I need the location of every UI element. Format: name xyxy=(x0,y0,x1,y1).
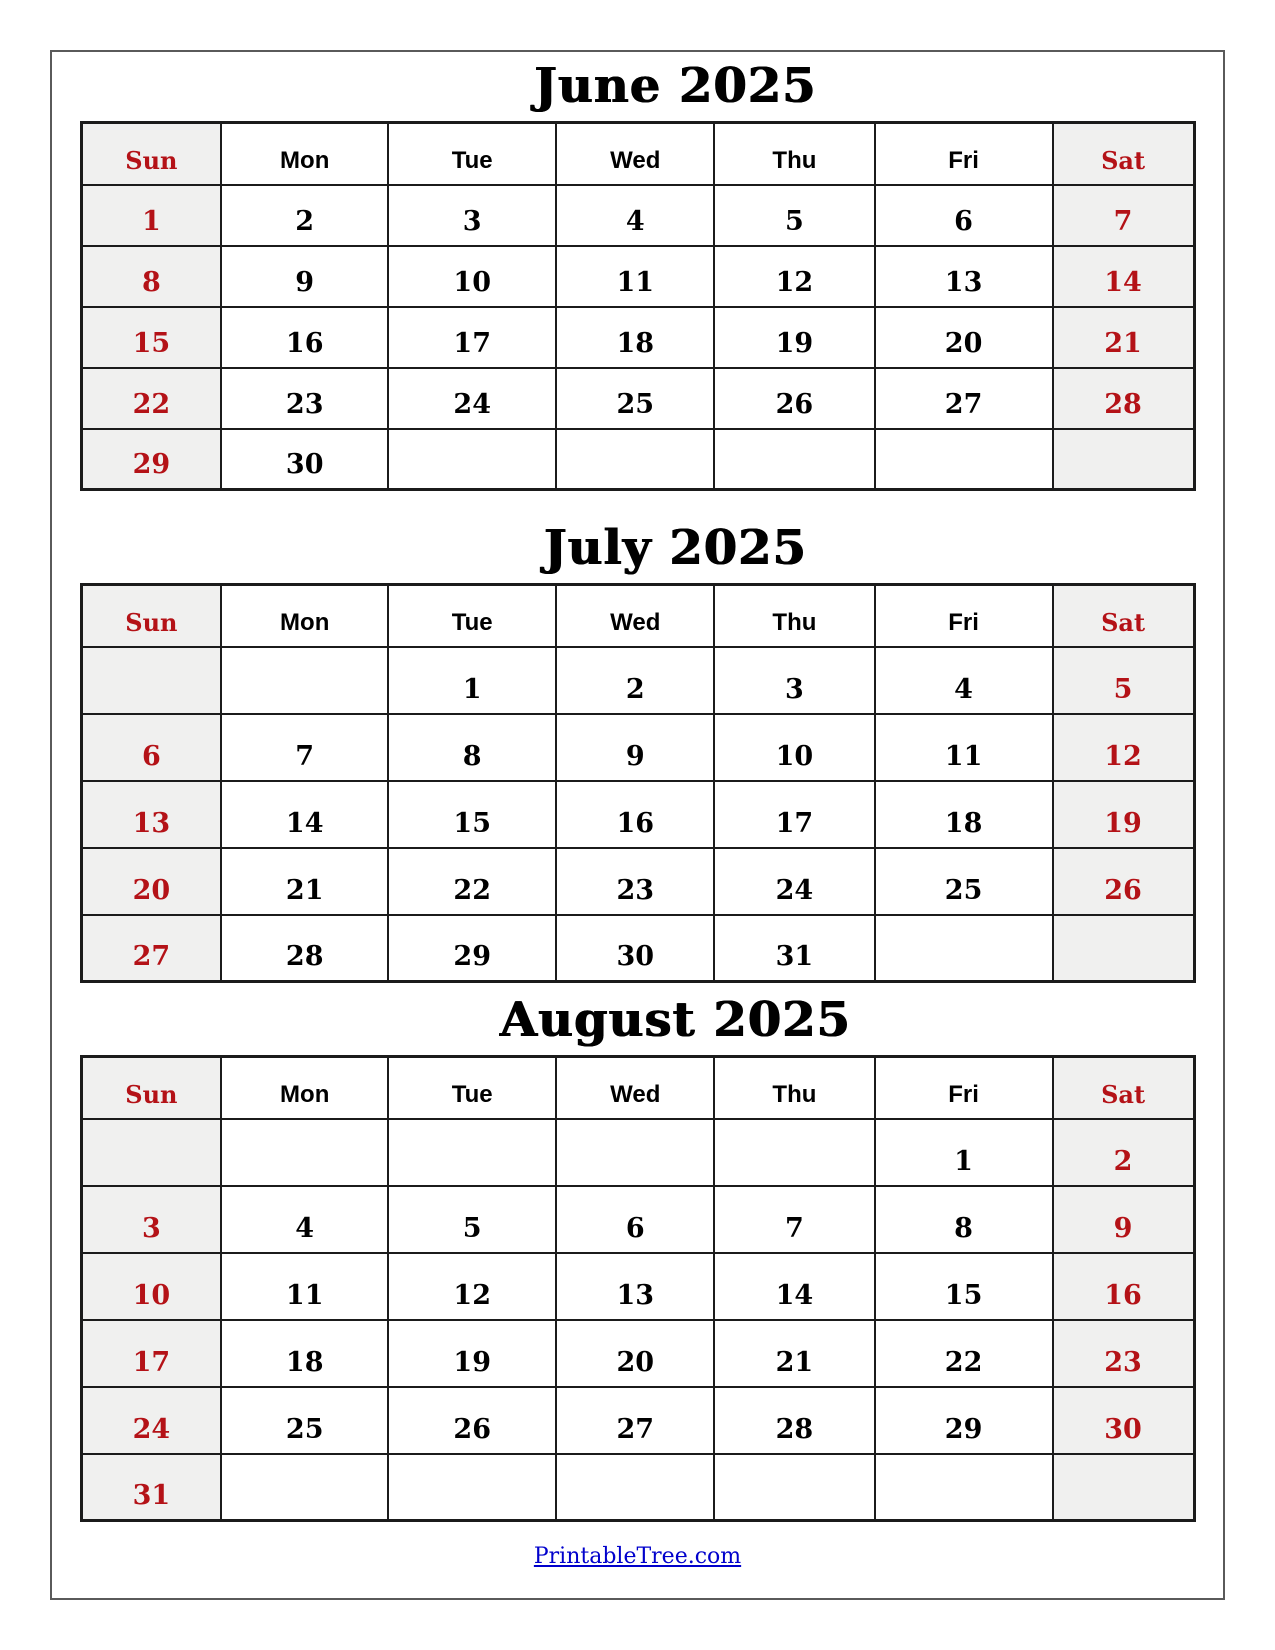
date-cell: 13 xyxy=(556,1253,714,1320)
date-cell: 25 xyxy=(221,1387,388,1454)
empty-date-cell xyxy=(1053,429,1194,490)
week-row xyxy=(81,915,1194,982)
weekday-header-sat: Sat xyxy=(1053,1057,1194,1119)
date-cell: 29 xyxy=(388,915,556,982)
footer-link[interactable]: PrintableTree.com xyxy=(533,1544,742,1569)
weekday-header-sun: Sun xyxy=(81,585,221,647)
date-cell: 7 xyxy=(714,1186,874,1253)
month-title-july: July 2025 xyxy=(543,520,808,576)
date-cell: 11 xyxy=(875,714,1053,781)
calendar-table-august xyxy=(80,1055,1196,1522)
week-row xyxy=(81,307,1194,368)
date-cell: 11 xyxy=(221,1253,388,1320)
date-cell: 19 xyxy=(388,1320,556,1387)
date-cell: 28 xyxy=(1053,368,1194,429)
page-border xyxy=(50,50,1225,1600)
date-cell: 20 xyxy=(81,848,221,915)
date-cell: 4 xyxy=(556,185,714,246)
date-cell: 22 xyxy=(875,1320,1053,1387)
empty-date-cell xyxy=(714,1119,874,1186)
weekday-header-sun: Sun xyxy=(81,1057,221,1119)
date-cell: 8 xyxy=(388,714,556,781)
week-row xyxy=(81,1186,1194,1253)
week-row xyxy=(81,368,1194,429)
week-row xyxy=(81,185,1194,246)
date-cell: 21 xyxy=(714,1320,874,1387)
date-cell: 29 xyxy=(81,429,221,490)
week-row xyxy=(81,1253,1194,1320)
date-cell: 2 xyxy=(221,185,388,246)
date-cell: 19 xyxy=(714,307,874,368)
weekday-header-row xyxy=(81,1057,1194,1119)
date-cell: 4 xyxy=(221,1186,388,1253)
date-cell: 2 xyxy=(1053,1119,1194,1186)
date-cell: 27 xyxy=(556,1387,714,1454)
date-cell: 25 xyxy=(556,368,714,429)
date-cell: 16 xyxy=(1053,1253,1194,1320)
date-cell: 26 xyxy=(1053,848,1194,915)
footer xyxy=(52,1544,1223,1569)
empty-date-cell xyxy=(81,647,221,714)
date-cell: 8 xyxy=(875,1186,1053,1253)
empty-date-cell xyxy=(221,1119,388,1186)
empty-date-cell xyxy=(714,1454,874,1521)
date-cell: 18 xyxy=(221,1320,388,1387)
date-cell: 25 xyxy=(875,848,1053,915)
date-cell: 14 xyxy=(1053,246,1194,307)
date-cell: 20 xyxy=(875,307,1053,368)
date-cell: 12 xyxy=(388,1253,556,1320)
date-cell: 21 xyxy=(1053,307,1194,368)
week-row xyxy=(81,781,1194,848)
date-cell: 26 xyxy=(388,1387,556,1454)
empty-date-cell xyxy=(388,429,556,490)
date-cell: 12 xyxy=(1053,714,1194,781)
weekday-header-sat: Sat xyxy=(1053,585,1194,647)
week-row xyxy=(81,848,1194,915)
weekday-header-fri: Fri xyxy=(875,1057,1053,1119)
date-cell: 16 xyxy=(556,781,714,848)
weekday-header-wed: Wed xyxy=(556,585,714,647)
date-cell: 24 xyxy=(714,848,874,915)
date-cell: 9 xyxy=(221,246,388,307)
calendar-table-july xyxy=(80,583,1196,983)
date-cell: 20 xyxy=(556,1320,714,1387)
empty-date-cell xyxy=(221,647,388,714)
weekday-header-thu: Thu xyxy=(714,123,874,185)
week-row xyxy=(81,1387,1194,1454)
week-row xyxy=(81,1454,1194,1521)
date-cell: 6 xyxy=(556,1186,714,1253)
date-cell: 5 xyxy=(714,185,874,246)
date-cell: 3 xyxy=(81,1186,221,1253)
weekday-header-mon: Mon xyxy=(221,1057,388,1119)
date-cell: 15 xyxy=(81,307,221,368)
empty-date-cell xyxy=(1053,915,1194,982)
weekday-header-wed: Wed xyxy=(556,1057,714,1119)
week-row xyxy=(81,1320,1194,1387)
date-cell: 9 xyxy=(1053,1186,1194,1253)
week-row xyxy=(81,246,1194,307)
date-cell: 18 xyxy=(556,307,714,368)
date-cell: 7 xyxy=(221,714,388,781)
date-cell: 30 xyxy=(221,429,388,490)
date-cell: 23 xyxy=(221,368,388,429)
week-row xyxy=(81,429,1194,490)
date-cell: 9 xyxy=(556,714,714,781)
date-cell: 28 xyxy=(714,1387,874,1454)
date-cell: 7 xyxy=(1053,185,1194,246)
date-cell: 26 xyxy=(714,368,874,429)
date-cell: 24 xyxy=(388,368,556,429)
weekday-header-sun: Sun xyxy=(81,123,221,185)
date-cell: 23 xyxy=(556,848,714,915)
date-cell: 29 xyxy=(875,1387,1053,1454)
weekday-header-thu: Thu xyxy=(714,585,874,647)
empty-date-cell xyxy=(388,1454,556,1521)
date-cell: 12 xyxy=(714,246,874,307)
week-row xyxy=(81,714,1194,781)
date-cell: 22 xyxy=(81,368,221,429)
weekday-header-wed: Wed xyxy=(556,123,714,185)
date-cell: 10 xyxy=(81,1253,221,1320)
date-cell: 27 xyxy=(875,368,1053,429)
date-cell: 5 xyxy=(388,1186,556,1253)
weekday-header-mon: Mon xyxy=(221,123,388,185)
date-cell: 23 xyxy=(1053,1320,1194,1387)
date-cell: 24 xyxy=(81,1387,221,1454)
date-cell: 17 xyxy=(714,781,874,848)
weekday-header-mon: Mon xyxy=(221,585,388,647)
date-cell: 1 xyxy=(388,647,556,714)
date-cell: 8 xyxy=(81,246,221,307)
date-cell: 17 xyxy=(81,1320,221,1387)
weekday-header-fri: Fri xyxy=(875,585,1053,647)
weekday-header-tue: Tue xyxy=(388,585,556,647)
empty-date-cell xyxy=(221,1454,388,1521)
weekday-header-fri: Fri xyxy=(875,123,1053,185)
date-cell: 15 xyxy=(875,1253,1053,1320)
date-cell: 28 xyxy=(221,915,388,982)
date-cell: 10 xyxy=(388,246,556,307)
empty-date-cell xyxy=(556,429,714,490)
date-cell: 14 xyxy=(714,1253,874,1320)
date-cell: 13 xyxy=(81,781,221,848)
week-row xyxy=(81,1119,1194,1186)
date-cell: 3 xyxy=(388,185,556,246)
date-cell: 16 xyxy=(221,307,388,368)
empty-date-cell xyxy=(1053,1454,1194,1521)
month-title-june: June 2025 xyxy=(534,58,817,114)
date-cell: 1 xyxy=(875,1119,1053,1186)
date-cell: 5 xyxy=(1053,647,1194,714)
month-title-august: August 2025 xyxy=(499,992,852,1048)
empty-date-cell xyxy=(875,1454,1053,1521)
empty-date-cell xyxy=(81,1119,221,1186)
date-cell: 15 xyxy=(388,781,556,848)
weekday-header-row xyxy=(81,585,1194,647)
weekday-header-tue: Tue xyxy=(388,123,556,185)
date-cell: 30 xyxy=(556,915,714,982)
empty-date-cell xyxy=(556,1119,714,1186)
weekday-header-sat: Sat xyxy=(1053,123,1194,185)
empty-date-cell xyxy=(556,1454,714,1521)
date-cell: 13 xyxy=(875,246,1053,307)
date-cell: 10 xyxy=(714,714,874,781)
date-cell: 27 xyxy=(81,915,221,982)
calendar-table-june xyxy=(80,121,1196,491)
empty-date-cell xyxy=(875,915,1053,982)
date-cell: 17 xyxy=(388,307,556,368)
weekday-header-thu: Thu xyxy=(714,1057,874,1119)
date-cell: 14 xyxy=(221,781,388,848)
date-cell: 2 xyxy=(556,647,714,714)
date-cell: 4 xyxy=(875,647,1053,714)
date-cell: 19 xyxy=(1053,781,1194,848)
date-cell: 6 xyxy=(875,185,1053,246)
date-cell: 11 xyxy=(556,246,714,307)
empty-date-cell xyxy=(388,1119,556,1186)
weekday-header-row xyxy=(81,123,1194,185)
date-cell: 31 xyxy=(714,915,874,982)
date-cell: 18 xyxy=(875,781,1053,848)
date-cell: 1 xyxy=(81,185,221,246)
empty-date-cell xyxy=(714,429,874,490)
date-cell: 30 xyxy=(1053,1387,1194,1454)
date-cell: 21 xyxy=(221,848,388,915)
week-row xyxy=(81,647,1194,714)
date-cell: 3 xyxy=(714,647,874,714)
date-cell: 22 xyxy=(388,848,556,915)
date-cell: 6 xyxy=(81,714,221,781)
empty-date-cell xyxy=(875,429,1053,490)
date-cell: 31 xyxy=(81,1454,221,1521)
weekday-header-tue: Tue xyxy=(388,1057,556,1119)
